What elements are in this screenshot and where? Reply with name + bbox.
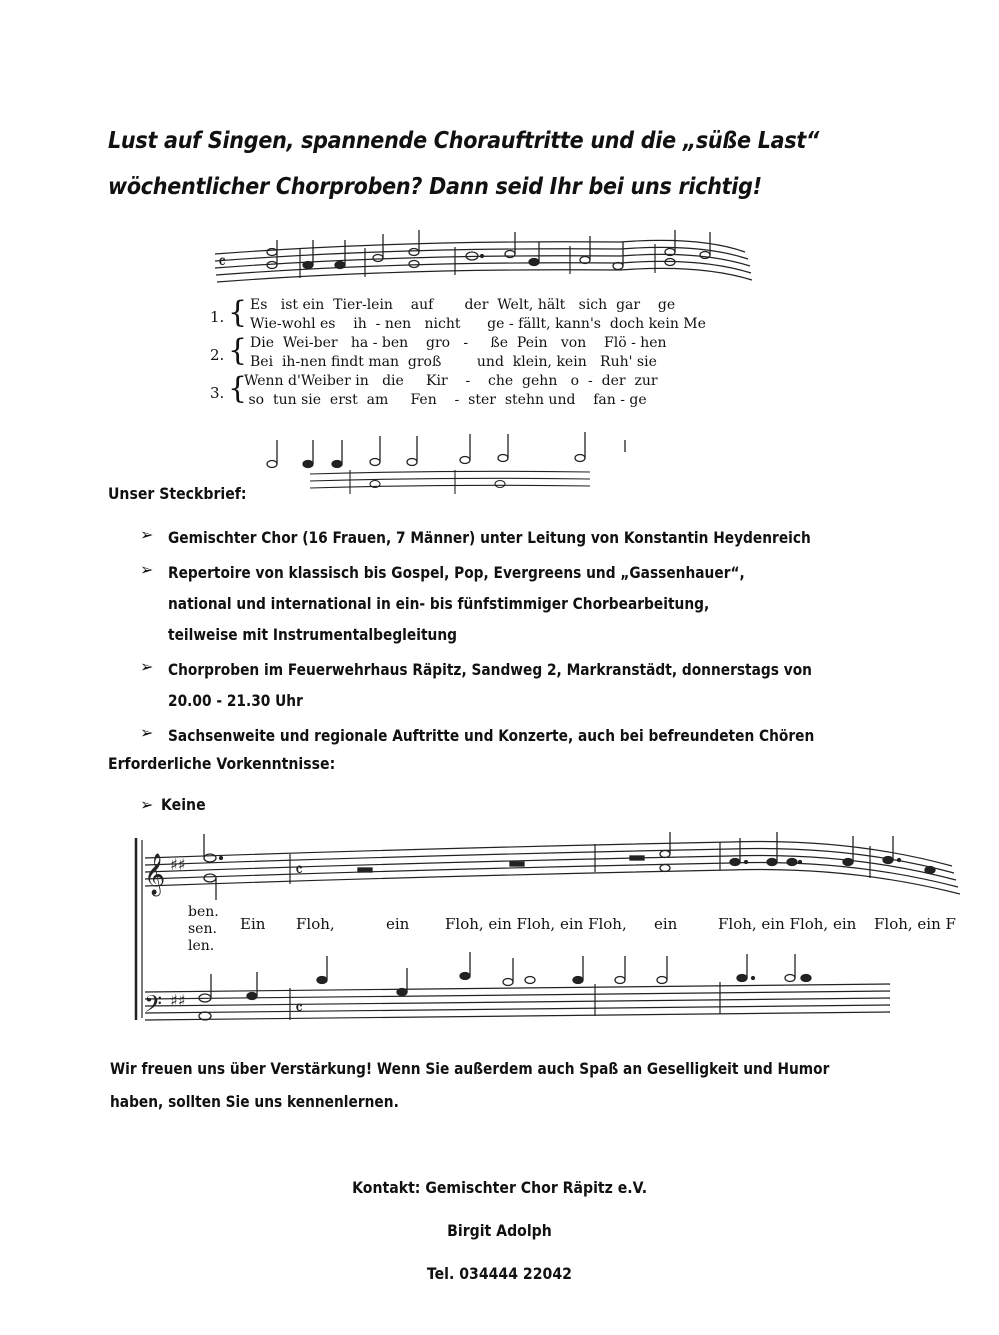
list-item (140, 557, 900, 650)
vorkenntnisse-item (140, 795, 212, 814)
headline-line-2: wöchentlicher Chorproben? Dann seid Ihr bei uns richtig! (108, 174, 762, 200)
contact-org-text: Kontakt: Gemischter Chor Räpitz e.V. (352, 1178, 647, 1197)
list-item-text: Gemischter Chor (16 Frauen, 7 Männer) unter Leitung von Konstantin Heydenreich (168, 528, 811, 547)
svg-text:𝄞: 𝄞 (144, 854, 166, 895)
verse-brace: { (228, 333, 248, 368)
list-item-text: Repertoire von klassisch bis Gospel, Pop, Evergreens und „Gassenhauer“, national und international in ein- bis fünfstimmiger Chorbearbeitung, teilweise mit Instrumentalbegleitung (168, 563, 745, 644)
arrow-bullet-icon: ➢ (140, 560, 154, 579)
closing-line-2: haben, sollten Sie uns kennenlernen. (110, 1092, 399, 1111)
lyric-word: Floh, (296, 915, 335, 933)
syllable: len. (188, 938, 215, 954)
list-item-text: Sachsenweite und regionale Auftritte und Konzerte, auch bei befreundeten Chören (168, 726, 815, 745)
svg-text:𝄴: 𝄴 (218, 252, 227, 273)
verse-2-line-b: Bei ih-nen findt man groß und klein, kein Ruh' sie (250, 354, 657, 370)
verse-brace: { (228, 371, 248, 406)
vorkenntnisse-text: Keine (161, 795, 207, 814)
verse-3-line-b: so tun sie erst am Fen - ster stehn und fan - ge (244, 392, 647, 408)
lyric-word: Floh, ein Floh, ein Floh, (445, 915, 627, 933)
arrow-bullet-icon: ➢ (140, 795, 154, 814)
headline (108, 118, 820, 210)
sheet-music-excerpt-1 (200, 222, 770, 502)
contact-person-text: Birgit Adolph (447, 1221, 552, 1240)
lyric-word: Floh, ein F (874, 915, 956, 933)
list-item (140, 720, 900, 751)
sheet-music-excerpt-2 (130, 820, 960, 1030)
arrow-bullet-icon: ➢ (140, 657, 154, 676)
syllable: ben. (188, 904, 219, 920)
steckbrief-label: Unser Steckbrief: (108, 484, 247, 503)
contact-org (0, 1178, 999, 1197)
closing-text (110, 1052, 830, 1118)
verse-number: 2. (210, 346, 225, 364)
closing-line-1: Wir freuen uns über Verstärkung! Wenn Sie außerdem auch Spaß an Geselligkeit und Humor (110, 1059, 830, 1078)
svg-text:♯♯: ♯♯ (170, 991, 186, 1010)
contact-phone (0, 1264, 999, 1283)
lyric-word: Ein (240, 915, 266, 933)
contact-person (0, 1221, 999, 1240)
list-item (140, 522, 900, 553)
syllable: sen. (188, 921, 217, 937)
verse-3-line-a: Wenn d'Weiber in die Kir - che gehn o - der zur (244, 373, 658, 389)
lyric-word: ein (654, 915, 678, 933)
verse-1-line-b: Wie-wohl es ih - nen nicht ge - fällt, kann's doch kein Me (250, 316, 706, 332)
contact-phone-text: Tel. 034444 22042 (426, 1264, 573, 1283)
verse-brace: { (228, 295, 248, 330)
list-item-text: Chorproben im Feuerwehrhaus Räpitz, Sandweg 2, Markranstädt, donnerstags von 20.00 - 21.30 Uhr (168, 660, 812, 710)
vorkenntnisse-label: Erforderliche Vorkenntnisse: (108, 754, 336, 773)
headline-line-1: Lust auf Singen, spannende Chorauftritte und die „süße Last“ (108, 128, 820, 154)
lyric-word: Floh, ein Floh, ein (718, 915, 857, 933)
verse-1-line-a: Es ist ein Tier-lein auf der Welt, hält sich gar ge (250, 297, 676, 313)
verse-2-line-a: Die Wei-ber ha - ben gro - ße Pein von Flö - hen (250, 335, 667, 351)
lyric-word: ein (386, 915, 410, 933)
svg-text:𝄴: 𝄴 (295, 998, 304, 1019)
arrow-bullet-icon: ➢ (140, 723, 154, 742)
list-item (140, 654, 900, 716)
svg-text:♯♯: ♯♯ (170, 855, 186, 874)
svg-text:𝄢: 𝄢 (144, 990, 163, 1023)
svg-text:𝄴: 𝄴 (295, 860, 304, 881)
arrow-bullet-icon: ➢ (140, 525, 154, 544)
verse-number: 3. (210, 384, 225, 402)
steckbrief-list (140, 522, 900, 755)
verse-number: 1. (210, 308, 225, 326)
continuation-syllables (188, 904, 219, 955)
